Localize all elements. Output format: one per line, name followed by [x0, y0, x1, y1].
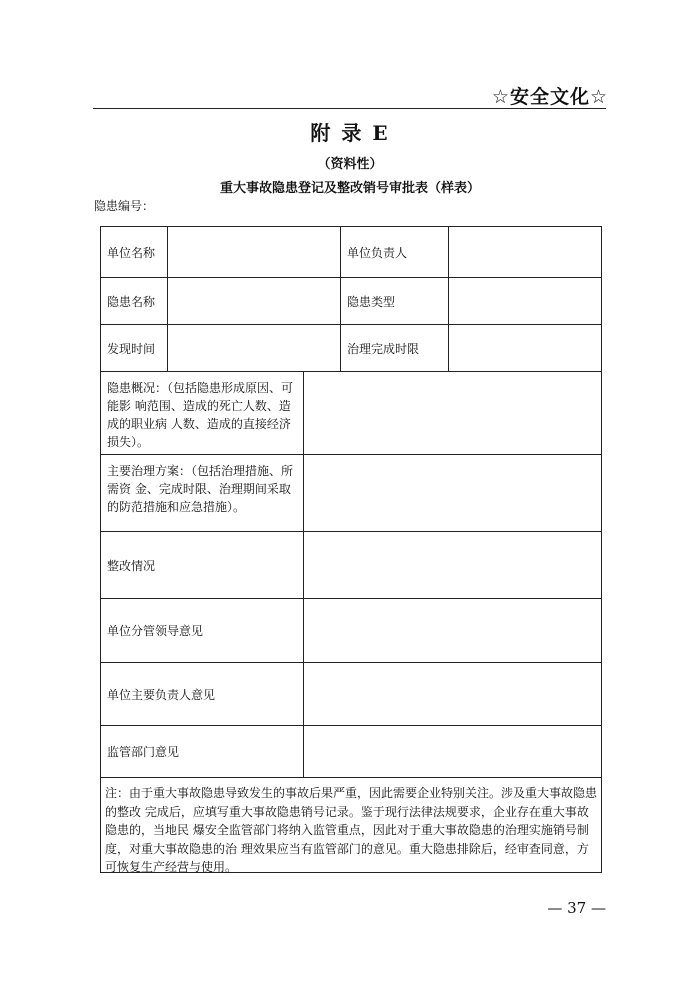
unit-name-field[interactable]: [168, 227, 341, 277]
header-rule: [93, 108, 606, 109]
discovery-time-label: 发现时间: [101, 325, 168, 371]
table-row: [101, 599, 601, 663]
principal-opinion-label: 单位主要负责人意见: [101, 663, 304, 725]
unit-name-label: 单位名称: [101, 227, 168, 277]
treatment-plan-label: 主要治理方案：（包括治理措施、所需资 金、完成时限、治理期间采取的防范措施和应急措施）。: [101, 455, 304, 531]
hazard-type-label: 隐患类型: [341, 278, 449, 324]
table-row: [101, 726, 601, 778]
hazard-name-field[interactable]: [168, 278, 341, 324]
table-row: [101, 663, 601, 726]
form-title: 重大事故隐患登记及整改销号审批表（样表）: [219, 181, 480, 196]
brand-label: ☆安全文化☆: [491, 86, 608, 108]
rectification-label: 整改情况: [101, 532, 304, 598]
hazard-number-label: 隐患编号：: [94, 199, 155, 213]
principal-opinion-field[interactable]: [304, 663, 601, 725]
deadline-label: 治理完成时限: [341, 325, 449, 371]
table-row: [101, 325, 601, 372]
table-row: [101, 778, 601, 872]
table-row: [101, 372, 601, 455]
unit-responsible-field[interactable]: [449, 227, 601, 277]
deadline-field[interactable]: [449, 325, 601, 371]
page-number: — 37 —: [547, 899, 606, 917]
table-row: [101, 455, 601, 532]
regulator-opinion-label: 监管部门意见: [101, 726, 304, 777]
treatment-plan-field[interactable]: [304, 455, 601, 531]
leader-opinion-label: 单位分管领导意见: [101, 599, 304, 662]
table-row: [101, 278, 601, 325]
rectification-field[interactable]: [304, 532, 601, 598]
appendix-title: 附 录 E: [310, 121, 390, 145]
hazard-name-label: 隐患名称: [101, 278, 168, 324]
table-row: [101, 227, 601, 278]
regulator-opinion-field[interactable]: [304, 726, 601, 777]
table-note: 注：由于重大事故隐患导致发生的事故后果严重，因此需要企业特别关注。涉及重大事故隐患的整改 完成后，应填写重大事故隐患销号记录。鉴于现行法律法规要求，企业存在重大事故隐患的，当地民 爆安全监管部门将纳入监管重点，因此对于重大事故隐患的治理实施销号制度，对重大事故隐患的治 理效果应当有监管部门的意见。重大隐患排除后，经审查同意，方可恢复生产经营与使用。: [105, 786, 598, 874]
unit-responsible-label: 单位负责人: [341, 227, 449, 277]
appendix-nature: （资料性）: [317, 157, 383, 172]
hazard-overview-field[interactable]: [304, 372, 601, 454]
approval-form-table: [100, 226, 602, 873]
hazard-overview-label: 隐患概况：（包括隐患形成原因、可能影 响范围、造成的死亡人数、造成的职业病 人数、造成的直接经济损失）。: [101, 372, 304, 454]
leader-opinion-field[interactable]: [304, 599, 601, 662]
discovery-time-field[interactable]: [168, 325, 341, 371]
hazard-type-field[interactable]: [449, 278, 601, 324]
table-row: [101, 532, 601, 599]
